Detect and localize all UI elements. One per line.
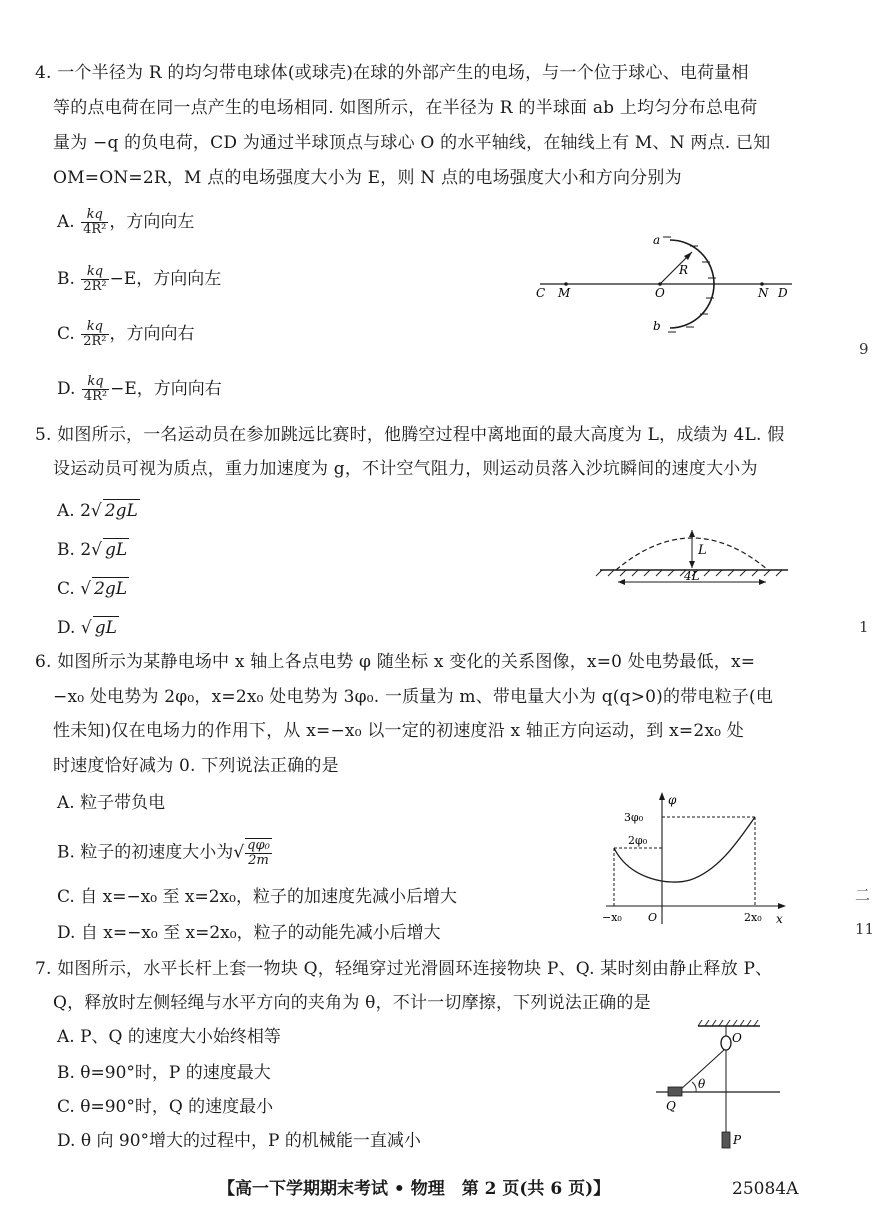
edge-mark-2: 1	[859, 618, 869, 636]
q4-option-c: C. $\frac{kq}{\text{2R²}}$ ，方向向右	[57, 319, 195, 349]
q5-option-b: B. 2√ gL	[57, 540, 128, 560]
q5-jump-figure	[596, 520, 792, 594]
edge-mark-4: 11	[855, 920, 874, 938]
q6-line-2: −x₀ 处电势为 2φ₀，x=2x₀ 处电势为 3φ₀. 一质量为 m、带电量大小为 q(q>0)的带电粒子(电	[53, 687, 774, 707]
q5-label-range: 4L	[684, 569, 700, 583]
q7-label-theta: θ	[698, 1077, 706, 1091]
q4-label-b: b	[653, 319, 661, 333]
q5-option-a: A. 2√ 2gL	[57, 501, 138, 521]
q7-label-o: O	[732, 1031, 742, 1045]
q6-label-2x0: 2x₀	[744, 911, 762, 924]
q4-option-d: D. $\frac{kq}{\text{4R²}}$ −E，方向向右	[57, 374, 222, 404]
q6-line-4: 时速度恰好减为 0. 下列说法正确的是	[53, 756, 339, 776]
q4-label-d: D	[778, 286, 788, 300]
q5-line-2: 设运动员可视为质点，重力加速度为 g，不计空气阻力，则运动员落入沙坑瞬间的速度大小为	[53, 459, 758, 479]
q7-option-b: B. θ=90°时，P 的速度最大	[57, 1063, 271, 1083]
q4-hemisphere-figure	[530, 228, 795, 338]
q7-label-p: P	[733, 1133, 742, 1147]
edge-mark-1: 9	[859, 340, 869, 358]
q6-label-2phi0: 2φ₀	[628, 834, 648, 847]
q6-option-d: D. 自 x=−x₀ 至 x=2x₀，粒子的动能先减小后增大	[57, 923, 441, 943]
q4-label-c: C	[536, 286, 546, 300]
q4-label-m: M	[558, 286, 571, 300]
q4-label-o: O	[655, 286, 665, 300]
q5-option-c: C. √ 2gL	[57, 579, 128, 599]
q4-line-2: 等的点电荷在同一点产生的电场相同. 如图所示，在半径为 R 的半球面 ab 上均匀分布总电荷	[53, 98, 758, 118]
q7-line-1: 7. 如图所示，水平长杆上套一物块 Q，轻绳穿过光滑圆环连接物块 P、Q. 某时刻由静止释放 P、	[35, 959, 773, 979]
q4-label-n: N	[758, 286, 769, 300]
q7-label-q: Q	[666, 1099, 676, 1113]
q5-line-1: 5. 如图所示，一名运动员在参加跳远比赛时，他腾空过程中离地面的最大高度为 L，成绩为 4L. 假	[35, 425, 785, 445]
q6-label-origin: O	[648, 911, 658, 924]
q6-option-b: B. 粒子的初速度大小为√ $\frac{\text{qφ₀}}{2m}$	[57, 838, 270, 868]
q6-potential-figure	[600, 788, 790, 930]
q6-option-c: C. 自 x=−x₀ 至 x=2x₀，粒子的加速度先减小后增大	[57, 887, 457, 907]
q7-line-2: Q，释放时左侧轻绳与水平方向的夹角为 θ，不计一切摩擦，下列说法正确的是	[53, 993, 651, 1013]
q7-option-c: C. θ=90°时，Q 的速度最小	[57, 1097, 274, 1117]
q4-label-a: a	[653, 233, 661, 247]
q4-option-b: B. $\frac{kq}{\text{2R²}}$ −E，方向向左	[57, 264, 222, 294]
q4-line-3: 量为 −q 的负电荷，CD 为通过半球顶点与球心 O 的水平轴线，在轴线上有 M、N 两点. 已知	[53, 133, 771, 153]
q4-line-1: 4. 一个半径为 R 的均匀带电球体(或球壳)在球的外部产生的电场，与一个位于球心、电荷量相	[35, 63, 749, 83]
q6-line-3: 性未知)仅在电场力的作用下，从 x=−x₀ 以一定的初速度沿 x 轴正方向运动，到 x=2x₀ 处	[53, 721, 744, 741]
q6-label-3phi0: 3φ₀	[624, 811, 644, 824]
footer-code: 25084A	[732, 1179, 799, 1199]
q5-label-height: L	[698, 543, 707, 558]
edge-mark-3: 二	[855, 886, 871, 904]
q6-option-a: A. 粒子带负电	[57, 793, 166, 813]
q4-label-r: R	[679, 263, 689, 277]
q5-option-d: D. √ gL	[57, 618, 117, 638]
q7-option-a: A. P、Q 的速度大小始终相等	[57, 1027, 281, 1047]
q4-line-4: OM=ON=2R，M 点的电场强度大小为 E，则 N 点的电场强度大小和方向分别为	[53, 168, 682, 188]
q7-option-d: D. θ 向 90°增大的过程中，P 的机械能一直减小	[57, 1131, 421, 1151]
q4-option-a: A. $\frac{kq}{\text{4R²}}$ ，方向向左	[57, 207, 195, 237]
q6-label-x: x	[776, 912, 783, 926]
footer-title: 【高一下学期期末考试 • 物理 第 2 页(共 6 页)】	[218, 1179, 611, 1199]
q6-label-phi: φ	[668, 793, 677, 807]
q6-line-1: 6. 如图所示为某静电场中 x 轴上各点电势 φ 随坐标 x 变化的关系图像，x=0 处电势最低，x=	[35, 652, 756, 672]
q7-pulley-figure	[652, 1020, 792, 1156]
q6-label-minus-x0: −x₀	[602, 911, 622, 924]
